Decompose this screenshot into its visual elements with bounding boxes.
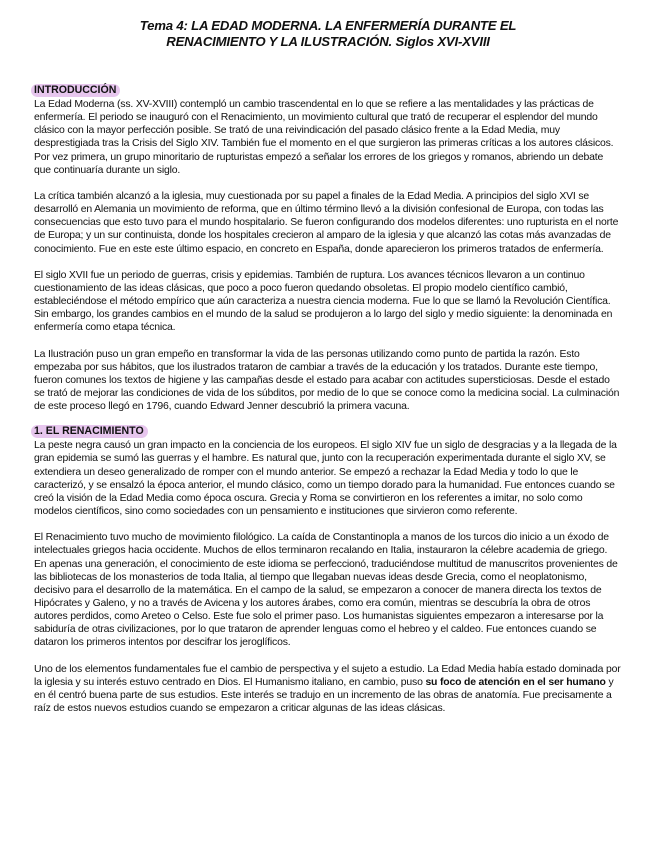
section-renacimiento xyxy=(34,421,622,715)
paragraph-3-text-b: y en él centró buena parte de sus estudios. Este interés se tradujo en un incremento de las obras de anatomía. Fue precisamente a raíz de estos nuevos estudios cuando se empezaron a criticar algunas de las ideas clásicas. xyxy=(34,676,614,715)
heading-renacimiento: 1. EL RENACIMIENTO xyxy=(31,425,148,438)
paragraph-3-bold-text: su foco de atención en el ser humano xyxy=(425,676,606,688)
intro-paragraph-1: La Edad Moderna (ss. XV-XVIII) contempló un cambio trascendental en lo que se refiere a las mentalidades y las prácticas de enfermería. El periodo se inauguró con el Renacimiento, un movimiento cultural que trató de recuperar el esplendor del mundo clásico con la mayor perfección posible. Se trató de una reivindicación del pasado clásico frente a la Edad Media, muy desprestigiada tras la Crisis del Siglo XIV. También fue el momento en el que surgieron las primeras críticas a los autores clásicos. Por vez primera, un grupo minoritario de rupturistas empezó a señalar los errores de los griegos y romanos, abriendo un debate que continuaría durante un siglo. xyxy=(34,99,614,176)
intro-paragraph-3: El siglo XVII fue un periodo de guerras, crisis y epidemias. También de ruptura. Los avances técnicos llevaron a un continuo cuestionamiento de las ideas clásicas, que poco a poco fueron quedando obsoletas. El propio modelo científico cambió, estableciéndose el método empírico que aún caracteriza a nuestra ciencia moderna. Fue lo que se llamó la Revolución Científica. Sin embargo, los grandes cambios en el mundo de la salud se produjeron a lo largo del siglo y medio siguiente: la denominada en enfermería como etapa técnica. xyxy=(34,269,613,334)
renacimiento-paragraph-1: La peste negra causó un gran impacto en la conciencia de los europeos. El siglo XIV fue un siglo de desgracias y a la llegada de la gran epidemia se sumó las guerras y el hambre. Es natural que, junto con la recuperación experimentada durante el siglo XV, se extendiera un deseo generalizado de romper con el mundo anterior. Se empezó a rechazar la Edad Media y todo lo que le caracterizó, y se ensalzó la época anterior, el mundo clásico, como un tiempo dorado para la humanidad. Fue entonces cuando se creó la visión de la Edad Media como época oscura. Grecia y Roma se convirtieron en los referentes a imitar, no solo como modelos científicos, sino como sociedades con un pensamiento e instituciones que sirvieron como referente. xyxy=(34,440,617,518)
intro-paragraph-2: La crítica también alcanzó a la iglesia, muy cuestionada por su papel a finales de la Edad Media. A principios del siglo XVI se desarrolló en Alemania un movimiento de reforma, que en último término llevó a la división confesional de Europa, con todas las consecuencias que esto tuvo para el mundo hospitalario. Se fueron configurando dos modelos diferentes: uno rupturista en el norte de Europa; y un sur continuista, donde los hospitales crecieron al amparo de la iglesia y que alcanzó las cotas más avanzadas de conocimiento. Fue en este este último espacio, en concreto en España, donde aparecieron los primeros tratados de enfermería. xyxy=(34,190,619,255)
renacimiento-paragraph-2: El Renacimiento tuvo mucho de movimiento filológico. La caída de Constantinopla a manos de los turcos dio inicio a un éxodo de intelectuales griegos hacia occidente. Muchos de ellos terminaron recalando en Italia, instauraron la célebre academia de griego. En apenas una generación, el conocimiento de este idioma se perfeccionó, traduciéndose multitud de manuscritos provenientes de las bibliotecas de los monasterios de toda Italia, al tiempo que llegaban nuevas ideas desde Grecia, como el neoplatonismo, decisivo para el desarrollo de la matemática. En el campo de la salud, se empezaron a conocer de manera directa los textos de Hipócrates y Galeno, y no a través de Avicena y los autores árabes, como era común, mientras se descubría la obra de otros autores perdidos, como Areteo o Celso. Este fue solo el primer paso. Los humanistas siguientes empezaron a interesarse por la sabiduría de otras civilizaciones, por lo que trataron de aprender lenguas como el hebreo y el caldeo. Fue entonces cuando se dataron los primeros intentos por descifrar los jeroglíficos. xyxy=(34,532,618,649)
document-title xyxy=(34,18,622,50)
title-line-1: Tema 4: LA EDAD MODERNA. LA ENFERMERÍA DURANTE EL xyxy=(139,18,517,33)
renacimiento-paragraph-3 xyxy=(34,663,622,716)
section-introduccion xyxy=(34,80,622,413)
heading-introduccion: INTRODUCCIÓN xyxy=(31,84,120,97)
paragraph-3-text-a: Uno de los elementos fundamentales fue el cambio de perspectiva y el sujeto a estudio. La Edad Media había estado dominada por la iglesia y su interés estuvo centrado en Dios. El Humanismo italiano, en cambio, puso xyxy=(34,663,621,688)
title-line-2: RENACIMIENTO Y LA ILUSTRACIÓN. Siglos XVI-XVIII xyxy=(166,34,490,49)
intro-paragraph-4: La Ilustración puso un gran empeño en transformar la vida de las personas utilizando como punto de partida la razón. Esto empezaba por sus hábitos, que los ilustrados trataron de cambiar a través de la educación y los tratados. Durante este tiempo, fueron comunes los textos de higiene y las campañas desde el estado para acabar con actitudes supersticiosas. Desde el estado se trató de mejorar las condiciones de vida de los súbditos, por medio de lo que se conoce como la medicina social. La culminación de este proceso llegó en 1796, cuando Edward Jenner descubrió la primera vacuna. xyxy=(34,348,620,413)
